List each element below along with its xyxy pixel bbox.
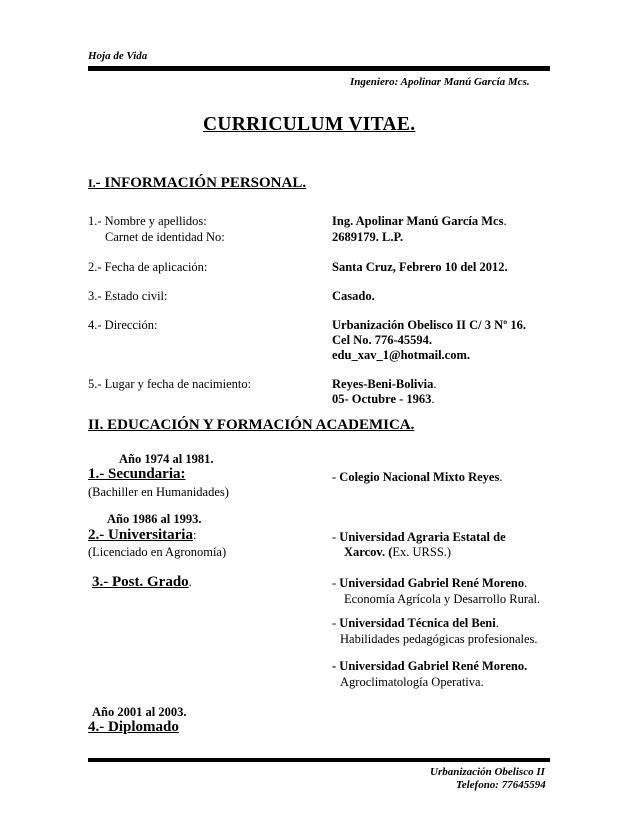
footer-phone: Telefono: 77645594 [456, 779, 546, 791]
inst-university-dash: - [332, 530, 340, 544]
postgrad-detail-3: Agroclimatología Operativa. [340, 675, 484, 689]
heading-university [88, 526, 196, 544]
value-phone: Cel No. 776-45594. [332, 333, 432, 347]
value-name [332, 214, 507, 229]
postgrad-detail-1: Economía Agrícola y Desarrollo Rural. [344, 592, 541, 606]
value-civil: Casado. [332, 289, 375, 303]
label-name: 1.- Nombre y apellidos: [88, 214, 207, 228]
header-right: Ingeniero: Apolinar Manú García Mcs. [350, 76, 530, 88]
heading-postgrad-text: 3.- Post. Grado [92, 574, 189, 590]
postgrad-entry-2-name: Universidad Técnica del Beni [339, 616, 496, 630]
value-name-text: Ing. Apolinar Manú García Mcs [332, 214, 504, 228]
heading-postgrad-end: . [188, 575, 192, 589]
value-birthplace-text: Reyes-Beni-Bolivia [332, 377, 434, 391]
postgrad-detail-2: Habilidades pedagógicas profesionales. [340, 632, 538, 646]
postgrad-entry-1-dash: - [332, 576, 340, 590]
inst-secondary [332, 470, 502, 485]
label-birth: 5.- Lugar y fecha de nacimiento: [88, 377, 252, 391]
heading-secondary: 1.- Secundaria: [88, 466, 186, 482]
footer-address: Urbanización Obelisco II [430, 766, 545, 778]
value-address: Urbanización Obelisco II C/ 3 Nº 16. [332, 318, 527, 332]
inst-university-name: Universidad Agraria Estatal de [339, 530, 506, 544]
years-university: Año 1986 al 1993. [107, 512, 202, 526]
inst-university-2-norm: Ex. URSS.) [392, 545, 452, 559]
postgrad-entry-3 [332, 659, 527, 674]
postgrad-entry-3-dash: - [332, 659, 340, 673]
section1-title [88, 175, 306, 192]
years-secondary: Año 1974 al 1981. [119, 452, 214, 466]
heading-postgrad [92, 573, 192, 591]
years-diploma: Año 2001 al 2003. [92, 705, 187, 719]
postgrad-entry-1 [332, 576, 527, 591]
label-date: 2.- Fecha de aplicación: [88, 260, 208, 274]
value-date: Santa Cruz, Febrero 10 del 2012. [332, 260, 508, 274]
value-name-end: . [503, 214, 507, 228]
label-civil: 3.- Estado civil: [88, 289, 168, 303]
value-birthplace-end: . [433, 377, 437, 391]
heading-university-end: : [192, 528, 197, 542]
postgrad-entry-3-name: Universidad Gabriel René Moreno. [339, 659, 528, 673]
value-birthdate-end: . [431, 392, 435, 406]
postgrad-entry-1-name: Universidad Gabriel René Moreno [339, 576, 525, 590]
inst-secondary-dash: - [332, 470, 340, 484]
inst-university-2 [344, 545, 451, 560]
value-birthplace [332, 377, 437, 392]
value-birthdate [332, 392, 435, 407]
section2-title: II. EDUCACIÓN Y FORMACIÓN ACADEMICA. [88, 417, 415, 433]
sub-secondary: (Bachiller en Humanidades) [88, 485, 229, 499]
label-id: Carnet de identidad No: [105, 230, 225, 244]
page-title: CURRICULUM VITAE. [203, 114, 416, 135]
label-address: 4.- Dirección: [88, 318, 158, 332]
postgrad-entry-2 [332, 616, 499, 631]
value-birthdate-text: 05- Octubre - 1963 [332, 392, 432, 406]
heading-university-text: 2.- Universitaria [88, 527, 193, 543]
inst-university [332, 530, 506, 545]
inst-secondary-end: . [499, 470, 503, 484]
section1-prefix: I. [88, 176, 96, 190]
sub-university: (Licenciado en Agronomía) [88, 545, 227, 559]
postgrad-entry-2-dash: - [332, 616, 340, 630]
inst-secondary-name: Colegio Nacional Mixto Reyes [339, 470, 500, 484]
value-id: 2689179. L.P. [332, 230, 404, 244]
section1-heading: - INFORMACIÓN PERSONAL. [95, 175, 307, 191]
inst-university-2-bold: Xarcov. ( [344, 545, 393, 559]
header-rule [88, 66, 550, 71]
heading-diploma: 4.- Diplomado [88, 719, 179, 735]
header-left: Hoja de Vida [88, 50, 148, 62]
value-email: edu_xav_1@hotmail.com. [332, 348, 471, 362]
footer-rule [88, 758, 550, 762]
postgrad-entry-2-end: . [495, 616, 499, 630]
postgrad-entry-1-end: . [524, 576, 528, 590]
